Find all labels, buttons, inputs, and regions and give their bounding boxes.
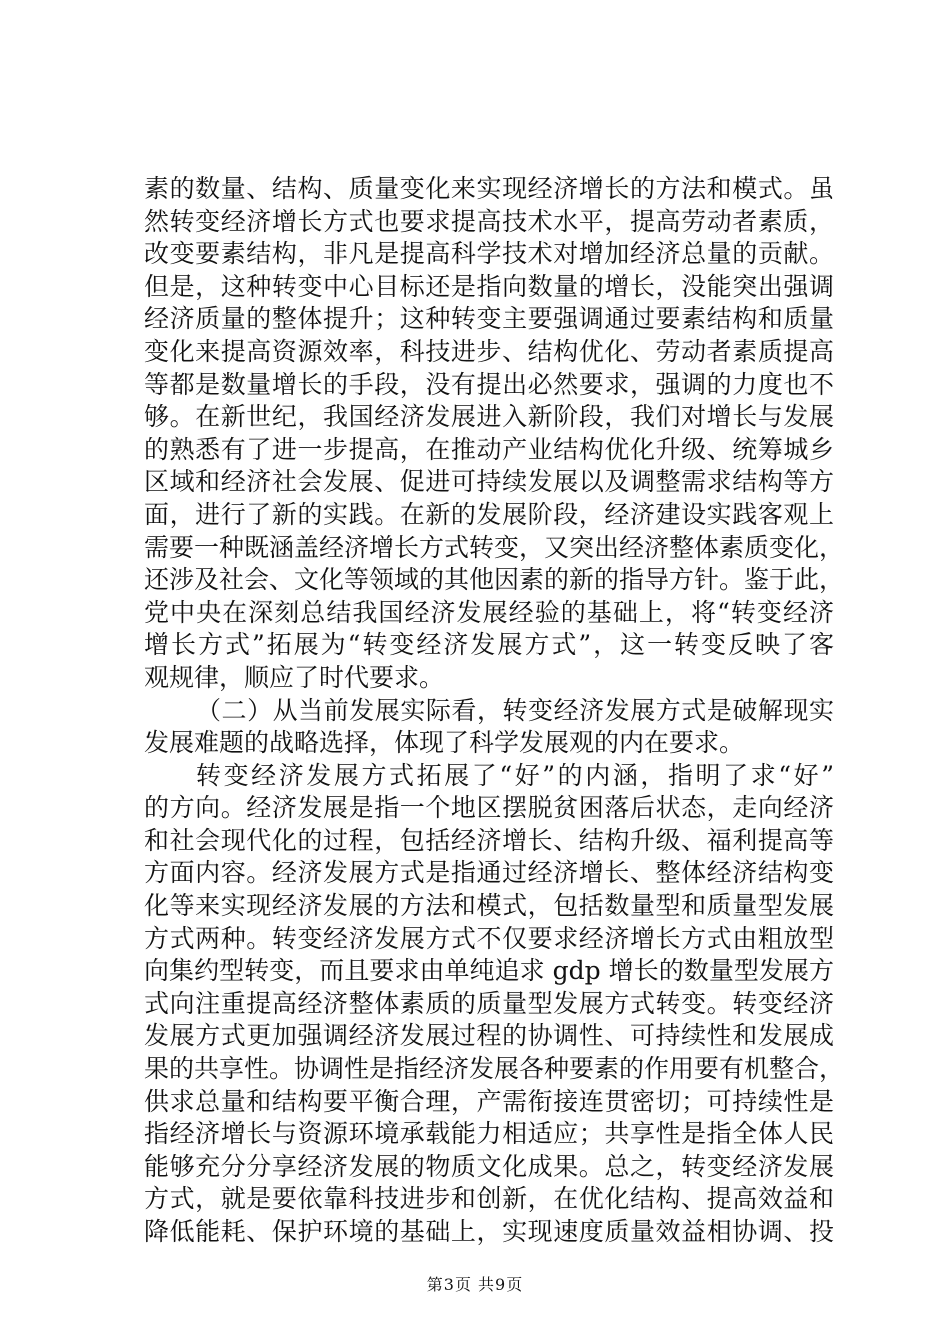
text-line: 发展方式更加强调经济发展过程的协调性、可持续性和发展成 [144, 1021, 834, 1051]
text-line: 然转变经济增长方式也要求提高技术水平，提高劳动者素质， [144, 206, 834, 236]
page-footer [0, 1272, 950, 1295]
text-line: 还涉及社会、文化等领域的其他因素的新的指导方针。鉴于此， [144, 565, 845, 595]
text-line: 方面内容。经济发展方式是指通过经济增长、整体经济结构变 [144, 858, 834, 888]
text-line: 素的数量、结构、质量变化来实现经济增长的方法和模式。虽 [144, 174, 834, 203]
page-number-indicator: 第3页 共9页 [426, 1275, 524, 1294]
text-line: 化等来实现经济发展的方法和模式，包括数量型和质量型发展 [144, 891, 834, 921]
text-line: 供求总量和结构要平衡合理，产需衔接连贯密切；可持续性是 [144, 1086, 834, 1116]
text-line: 向集约型转变，而且要求由单纯追求 gdp 增长的数量型发展方 [144, 956, 834, 986]
text-line: 果的共享性。协调性是指经济发展各种要素的作用要有机整合， [144, 1054, 845, 1084]
text-line: 观规律，顺应了时代要求。 [144, 662, 445, 692]
text-line: 但是，这种转变中心目标还是指向数量的增长，没能突出强调 [144, 271, 834, 301]
text-line: 和社会现代化的过程，包括经济增长、结构升级、福利提高等 [144, 825, 834, 855]
text-line: 增长方式”拓展为“转变经济发展方式”，这一转变反映了客 [144, 630, 834, 660]
text-line: 指经济增长与资源环境承载能力相适应；共享性是指全体人民 [144, 1119, 834, 1149]
text-line: 改变要素结构，非凡是提高科学技术对增加经济总量的贡献。 [144, 239, 834, 269]
text-line: 需要一种既涵盖经济增长方式转变，又突出经济整体素质变化， [144, 532, 845, 562]
text-line: 的方向。经济发展是指一个地区摆脱贫困落后状态，走向经济 [144, 793, 834, 823]
document-body [144, 173, 845, 1249]
text-line: 的熟悉有了进一步提高，在推动产业结构优化升级、统筹城乡 [144, 434, 834, 464]
text-line: （二）从当前发展实际看，转变经济发展方式是破解现实 [196, 695, 834, 725]
text-line: 式向注重提高经济整体素质的质量型发展方式转变。转变经济 [144, 988, 834, 1018]
text-line: 区域和经济社会发展、促进可持续发展以及调整需求结构等方 [144, 467, 834, 497]
text-line: 方式，就是要依靠科技进步和创新，在优化结构、提高效益和 [144, 1184, 834, 1214]
text-line: 发展难题的战略选择，体现了科学发展观的内在要求。 [144, 728, 745, 758]
text-line: 转变经济发展方式拓展了“好”的内涵，指明了求“好” [196, 760, 834, 790]
text-line: 等都是数量增长的手段，没有提出必然要求，强调的力度也不 [144, 369, 834, 399]
text-line: 党中央在深刻总结我国经济发展经验的基础上，将“转变经济 [144, 597, 834, 627]
text-line: 方式两种。转变经济发展方式不仅要求经济增长方式由粗放型 [144, 923, 834, 953]
text-line: 降低能耗、保护环境的基础上，实现速度质量效益相协调、投 [144, 1217, 834, 1246]
text-line: 够。在新世纪，我国经济发展进入新阶段，我们对增长与发展 [144, 402, 834, 432]
text-line: 面，进行了新的实践。在新的发展阶段，经济建设实践客观上 [144, 499, 834, 529]
text-line: 能够充分分享经济发展的物质文化成果。总之，转变经济发展 [144, 1151, 834, 1181]
text-line: 经济质量的整体提升；这种转变主要强调通过要素结构和质量 [144, 304, 834, 334]
text-line: 变化来提高资源效率，科技进步、结构优化、劳动者素质提高 [144, 336, 834, 366]
